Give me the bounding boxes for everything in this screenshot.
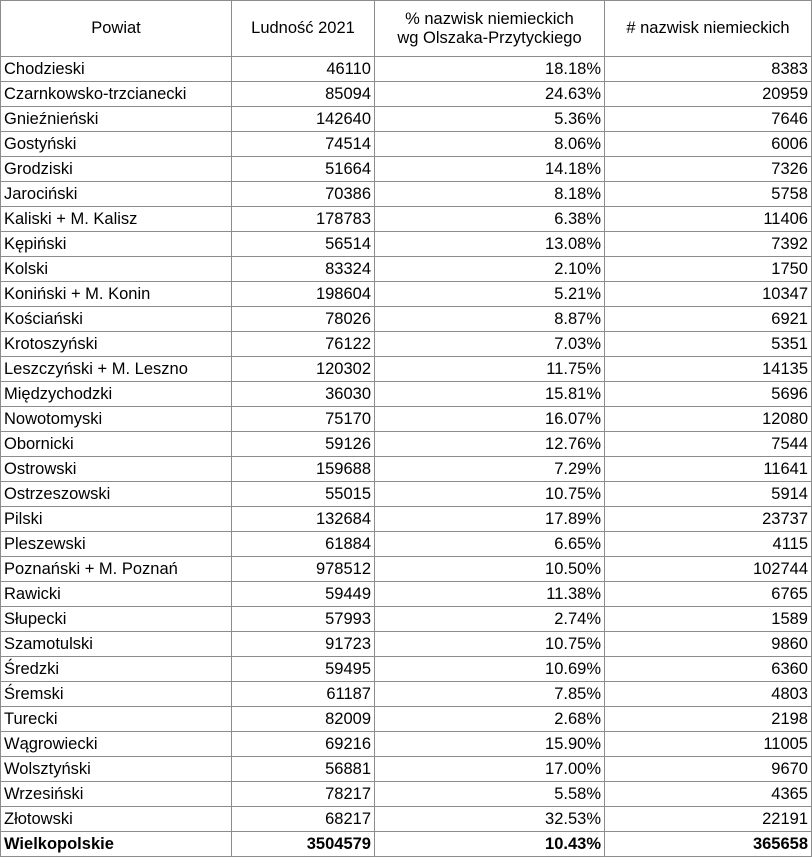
table-row <box>1 182 812 207</box>
table-row <box>1 157 812 182</box>
cell-count: 9670 <box>605 757 812 782</box>
table-row <box>1 507 812 532</box>
cell-count: 10347 <box>605 282 812 307</box>
table-row <box>1 682 812 707</box>
cell-count: 20959 <box>605 82 812 107</box>
cell-pct: 14.18% <box>375 157 605 182</box>
cell-ludnosc: 46110 <box>232 57 375 82</box>
cell-pct: 11.75% <box>375 357 605 382</box>
table-row <box>1 432 812 457</box>
cell-ludnosc: 59495 <box>232 657 375 682</box>
cell-ludnosc: 132684 <box>232 507 375 532</box>
cell-count: 1589 <box>605 607 812 632</box>
cell-count: 6360 <box>605 657 812 682</box>
cell-count: 23737 <box>605 507 812 532</box>
total-count: 365658 <box>605 832 812 857</box>
cell-pct: 5.36% <box>375 107 605 132</box>
cell-powiat: Słupecki <box>1 607 232 632</box>
cell-count: 9860 <box>605 632 812 657</box>
cell-powiat: Obornicki <box>1 432 232 457</box>
cell-powiat: Wolsztyński <box>1 757 232 782</box>
cell-pct: 10.69% <box>375 657 605 682</box>
cell-count: 5696 <box>605 382 812 407</box>
header-count: # nazwisk niemieckich <box>605 1 812 57</box>
table-body <box>1 57 812 857</box>
cell-pct: 8.18% <box>375 182 605 207</box>
header-row <box>1 1 812 57</box>
cell-ludnosc: 61187 <box>232 682 375 707</box>
table-row <box>1 357 812 382</box>
cell-count: 8383 <box>605 57 812 82</box>
cell-count: 5351 <box>605 332 812 357</box>
header-pct <box>375 1 605 57</box>
cell-ludnosc: 59126 <box>232 432 375 457</box>
table-row <box>1 707 812 732</box>
cell-pct: 11.38% <box>375 582 605 607</box>
cell-count: 22191 <box>605 807 812 832</box>
table-row <box>1 657 812 682</box>
cell-pct: 15.90% <box>375 732 605 757</box>
cell-powiat: Kolski <box>1 257 232 282</box>
cell-pct: 8.87% <box>375 307 605 332</box>
cell-pct: 5.58% <box>375 782 605 807</box>
cell-powiat: Turecki <box>1 707 232 732</box>
cell-ludnosc: 36030 <box>232 382 375 407</box>
cell-powiat: Rawicki <box>1 582 232 607</box>
cell-pct: 17.00% <box>375 757 605 782</box>
cell-pct: 8.06% <box>375 132 605 157</box>
cell-pct: 32.53% <box>375 807 605 832</box>
table-row <box>1 632 812 657</box>
cell-ludnosc: 76122 <box>232 332 375 357</box>
cell-powiat: Chodzieski <box>1 57 232 82</box>
table-row <box>1 257 812 282</box>
cell-pct: 18.18% <box>375 57 605 82</box>
table-row <box>1 107 812 132</box>
cell-ludnosc: 159688 <box>232 457 375 482</box>
cell-count: 5758 <box>605 182 812 207</box>
cell-ludnosc: 178783 <box>232 207 375 232</box>
cell-count: 7544 <box>605 432 812 457</box>
cell-count: 7326 <box>605 157 812 182</box>
cell-count: 5914 <box>605 482 812 507</box>
table-row <box>1 532 812 557</box>
cell-powiat: Międzychodzki <box>1 382 232 407</box>
cell-count: 4115 <box>605 532 812 557</box>
cell-ludnosc: 68217 <box>232 807 375 832</box>
total-pop: 3504579 <box>232 832 375 857</box>
cell-ludnosc: 83324 <box>232 257 375 282</box>
cell-powiat: Pleszewski <box>1 532 232 557</box>
cell-powiat: Krotoszyński <box>1 332 232 357</box>
cell-ludnosc: 142640 <box>232 107 375 132</box>
cell-ludnosc: 198604 <box>232 282 375 307</box>
cell-pct: 10.75% <box>375 482 605 507</box>
cell-ludnosc: 85094 <box>232 82 375 107</box>
cell-pct: 24.63% <box>375 82 605 107</box>
cell-count: 6765 <box>605 582 812 607</box>
cell-powiat: Gnieźnieński <box>1 107 232 132</box>
cell-ludnosc: 120302 <box>232 357 375 382</box>
cell-powiat: Szamotulski <box>1 632 232 657</box>
cell-count: 4365 <box>605 782 812 807</box>
cell-pct: 10.50% <box>375 557 605 582</box>
cell-pct: 2.74% <box>375 607 605 632</box>
cell-pct: 7.29% <box>375 457 605 482</box>
table-row <box>1 282 812 307</box>
cell-powiat: Śremski <box>1 682 232 707</box>
cell-count: 4803 <box>605 682 812 707</box>
table-row <box>1 457 812 482</box>
table-row <box>1 607 812 632</box>
table-row <box>1 82 812 107</box>
cell-count: 11005 <box>605 732 812 757</box>
table-row <box>1 57 812 82</box>
cell-ludnosc: 55015 <box>232 482 375 507</box>
cell-count: 7392 <box>605 232 812 257</box>
cell-count: 7646 <box>605 107 812 132</box>
table-row <box>1 757 812 782</box>
cell-ludnosc: 78217 <box>232 782 375 807</box>
table-row <box>1 782 812 807</box>
cell-ludnosc: 978512 <box>232 557 375 582</box>
cell-powiat: Jarociński <box>1 182 232 207</box>
cell-ludnosc: 61884 <box>232 532 375 557</box>
cell-ludnosc: 78026 <box>232 307 375 332</box>
table-row <box>1 232 812 257</box>
cell-powiat: Ostrzeszowski <box>1 482 232 507</box>
cell-pct: 2.10% <box>375 257 605 282</box>
cell-powiat: Średzki <box>1 657 232 682</box>
cell-pct: 2.68% <box>375 707 605 732</box>
cell-count: 1750 <box>605 257 812 282</box>
table-row <box>1 132 812 157</box>
total-name: Wielkopolskie <box>1 832 232 857</box>
cell-ludnosc: 56881 <box>232 757 375 782</box>
total-pct: 10.43% <box>375 832 605 857</box>
cell-ludnosc: 75170 <box>232 407 375 432</box>
cell-ludnosc: 69216 <box>232 732 375 757</box>
header-powiat: Powiat <box>1 1 232 57</box>
cell-powiat: Kępiński <box>1 232 232 257</box>
cell-pct: 6.38% <box>375 207 605 232</box>
cell-ludnosc: 82009 <box>232 707 375 732</box>
cell-powiat: Poznański + M. Poznań <box>1 557 232 582</box>
table-row <box>1 407 812 432</box>
header-pct-line2: wg Olszaka-Przytyckiego <box>397 28 582 47</box>
cell-count: 12080 <box>605 407 812 432</box>
cell-count: 11641 <box>605 457 812 482</box>
cell-pct: 6.65% <box>375 532 605 557</box>
cell-count: 6006 <box>605 132 812 157</box>
cell-pct: 10.75% <box>375 632 605 657</box>
table-row <box>1 332 812 357</box>
table-row <box>1 807 812 832</box>
table-row <box>1 482 812 507</box>
cell-powiat: Kaliski + M. Kalisz <box>1 207 232 232</box>
cell-powiat: Nowotomyski <box>1 407 232 432</box>
cell-count: 11406 <box>605 207 812 232</box>
cell-powiat: Czarnkowsko-trzcianecki <box>1 82 232 107</box>
header-ludnosc: Ludność 2021 <box>232 1 375 57</box>
cell-powiat: Gostyński <box>1 132 232 157</box>
cell-powiat: Kościański <box>1 307 232 332</box>
cell-powiat: Złotowski <box>1 807 232 832</box>
cell-ludnosc: 70386 <box>232 182 375 207</box>
cell-ludnosc: 51664 <box>232 157 375 182</box>
cell-powiat: Leszczyński + M. Leszno <box>1 357 232 382</box>
cell-ludnosc: 91723 <box>232 632 375 657</box>
cell-count: 2198 <box>605 707 812 732</box>
cell-pct: 5.21% <box>375 282 605 307</box>
header-pct-line1: % nazwisk niemieckich <box>405 9 574 28</box>
table-row <box>1 382 812 407</box>
cell-powiat: Grodziski <box>1 157 232 182</box>
cell-powiat: Wągrowiecki <box>1 732 232 757</box>
cell-ludnosc: 74514 <box>232 132 375 157</box>
cell-powiat: Pilski <box>1 507 232 532</box>
cell-ludnosc: 57993 <box>232 607 375 632</box>
table-row <box>1 582 812 607</box>
cell-count: 14135 <box>605 357 812 382</box>
total-row <box>1 832 812 857</box>
cell-powiat: Ostrowski <box>1 457 232 482</box>
table-row <box>1 307 812 332</box>
cell-pct: 7.85% <box>375 682 605 707</box>
cell-pct: 16.07% <box>375 407 605 432</box>
cell-ludnosc: 59449 <box>232 582 375 607</box>
cell-pct: 12.76% <box>375 432 605 457</box>
cell-powiat: Koniński + M. Konin <box>1 282 232 307</box>
table-row <box>1 557 812 582</box>
cell-ludnosc: 56514 <box>232 232 375 257</box>
cell-count: 6921 <box>605 307 812 332</box>
table-row <box>1 207 812 232</box>
cell-pct: 7.03% <box>375 332 605 357</box>
cell-pct: 17.89% <box>375 507 605 532</box>
table-row <box>1 732 812 757</box>
cell-pct: 13.08% <box>375 232 605 257</box>
cell-pct: 15.81% <box>375 382 605 407</box>
cell-count: 102744 <box>605 557 812 582</box>
cell-powiat: Wrzesiński <box>1 782 232 807</box>
